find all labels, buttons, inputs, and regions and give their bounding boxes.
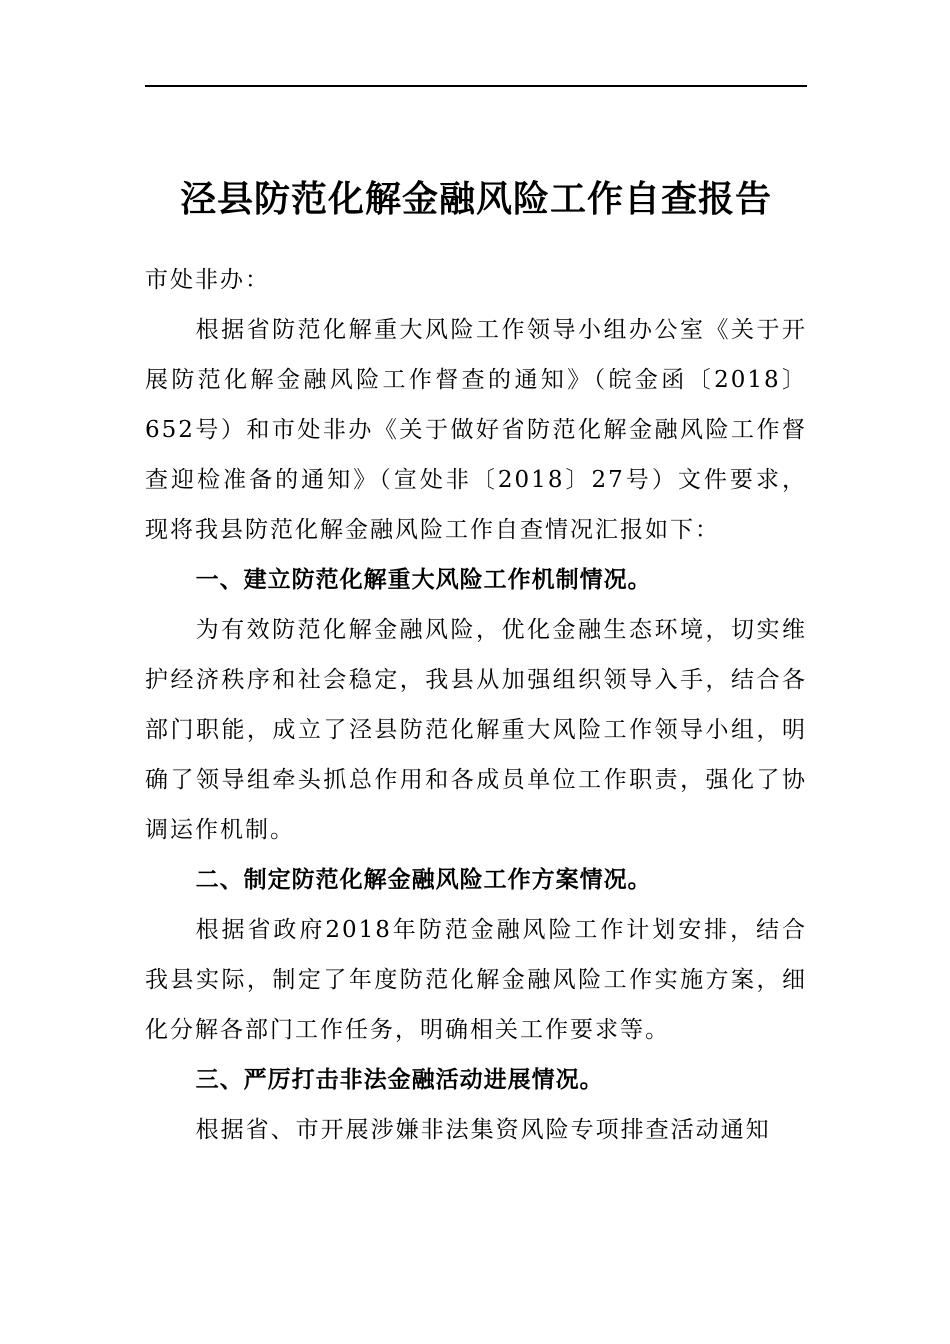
header-rule <box>145 85 807 87</box>
section-heading-2: 二、制定防范化解金融风险工作方案情况。 <box>195 867 652 893</box>
section-body-3: 根据省、市开展涉嫌非法集资风险专项排查活动通知 <box>195 1117 771 1143</box>
section-heading-3: 三、严厉打击非法金融活动进展情况。 <box>195 1067 604 1093</box>
document-title: 泾县防范化解金融风险工作自查报告 <box>179 178 772 220</box>
intro-paragraph: 根据省防范化解重大风险工作领导小组办公室《关于开展防范化解金融风险工作督查的通知》（皖金函〔2018〕652号）和市处非办《关于做好省防范化解金融风险工作督查迎检准备的通知》（宣处非〔2018〕27号）文件要求，现将我县防范化解金融风险工作自查情况汇报如下： <box>145 317 807 543</box>
salutation: 市处非办： <box>145 267 270 293</box>
section-body-2: 根据省政府2018年防范金融风险工作计划安排，结合我县实际，制定了年度防范化解金融风险工作实施方案，细化分解各部门工作任务，明确相关工作要求等。 <box>145 917 807 1043</box>
section-heading-1: 一、建立防范化解重大风险工作机制情况。 <box>195 567 652 593</box>
section-body-1: 为有效防范化解金融风险，优化金融生态环境，切实维护经济秩序和社会稳定，我县从加强组织领导入手，结合各部门职能，成立了泾县防范化解重大风险工作领导小组，明确了领导组牵头抓总作用和各成员单位工作职责，强化了协调运作机制。 <box>145 617 807 843</box>
document-body <box>145 255 807 1155</box>
